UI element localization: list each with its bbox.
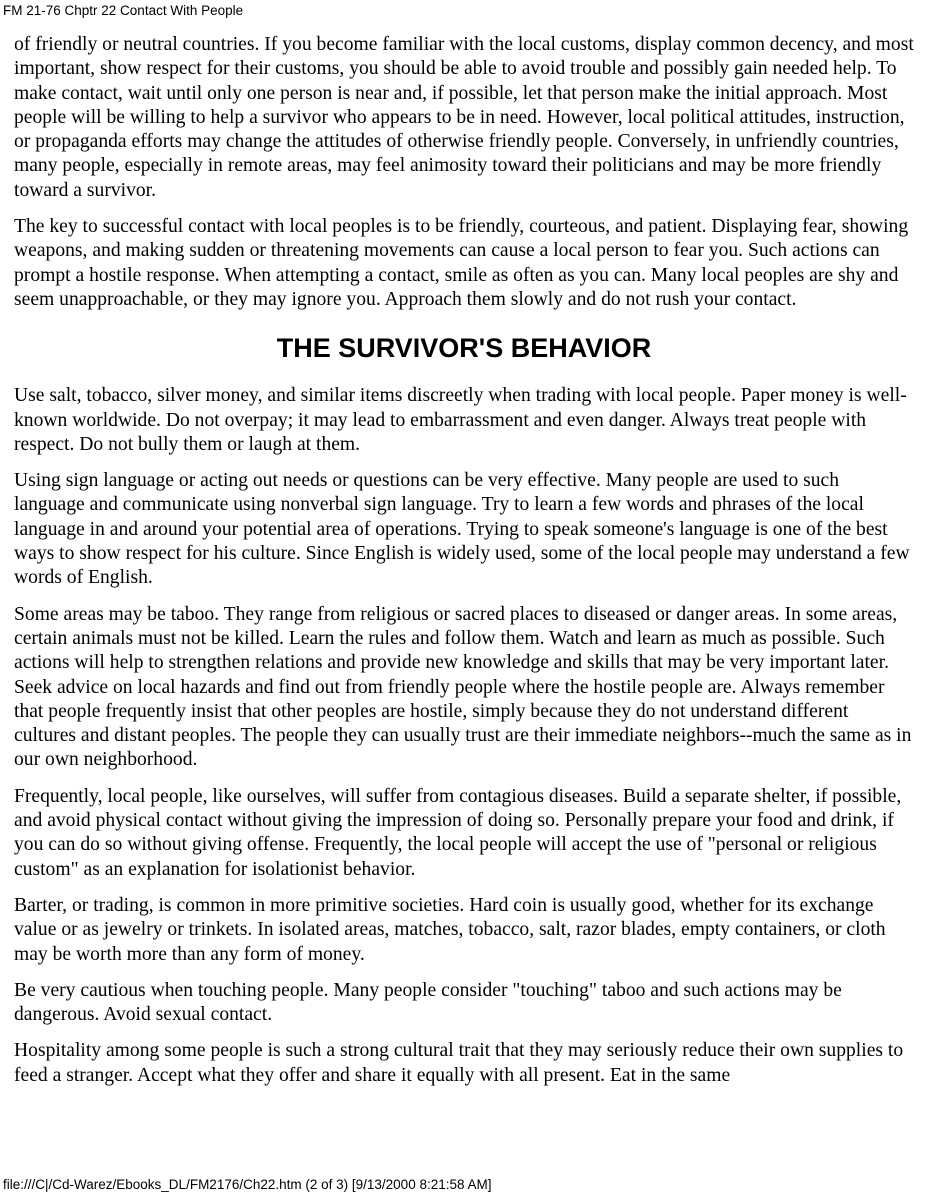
- section-heading: THE SURVIVOR'S BEHAVIOR: [276, 333, 652, 364]
- page-footer: file:///C|/Cd-Warez/Ebooks_DL/FM2176/Ch22.htm (2 of 3) [9/13/2000 8:21:58 AM]: [3, 1177, 492, 1192]
- paragraph-hospitality: Hospitality among some people is such a strong cultural trait that they may seriously reduce their own supplies to feed a stranger. Accept what they offer and share it equally with all present. Eat in the same: [14, 1040, 904, 1086]
- paragraph-trading-items: Use salt, tobacco, silver money, and similar items discreetly when trading with local people. Paper money is well-known worldwide. Do not overpay; it may lead to embarrassment and even danger. Always treat people with respect. Do not bully them or laugh at them.: [14, 385, 907, 455]
- paragraph-touching: Be very cautious when touching people. Many people consider "touching" taboo and such actions may be dangerous. Avoid sexual contact.: [14, 979, 842, 1026]
- paragraph-sign-language: Using sign language or acting out needs or questions can be very effective. Many people are used to such language and communicate using nonverbal sign language. Try to learn a few words and phrases of the local language in and around your potential area of operations. Trying to speak someone's language is one of the best ways to show respect for his culture. Since English is widely used, some of the local people may understand a few words of English.: [14, 470, 910, 589]
- paragraph-barter: Barter, or trading, is common in more primitive societies. Hard coin is usually good, whether for its exchange value or as jewelry or trinkets. In isolated areas, matches, tobacco, salt, razor blades, empty containers, or cloth may be worth more than any form of money.: [14, 894, 886, 965]
- document-body: [14, 33, 914, 1100]
- paragraph-friendly-countries: of friendly or neutral countries. If you become familiar with the local customs, display common decency, and most important, show respect for their customs, you should be able to avoid trouble and possibly gain needed help. To make contact, wait until only one person is near and, if possible, let that person make the initial approach. Most people will be willing to help a survivor who appears to be in need. However, local political attitudes, instruction, or propaganda efforts may change the attitudes of otherwise friendly people. Conversely, in unfriendly countries, many people, especially in remote areas, may feel animosity toward their politicians and may be more friendly toward a survivor.: [14, 34, 914, 201]
- paragraph-contagious-diseases: Frequently, local people, like ourselves, will suffer from contagious diseases. Build a separate shelter, if possible, and avoid physical contact without giving the impression of doing so. Personally prepare your food and drink, if you can do so without giving offense. Frequently, the local people will accept the use of "personal or religious custom" as an explanation for isolationist behavior.: [14, 785, 902, 880]
- paragraph-taboo-areas: Some areas may be taboo. They range from religious or sacred places to diseased or danger areas. In some areas, certain animals must not be killed. Learn the rules and follow them. Watch and learn as much as possible. Such actions will help to strengthen relations and provide new knowledge and skills that may be very important later. Seek advice on local hazards and find out from friendly people where the hostile people are. Always remember that people frequently insist that other peoples are hostile, simply because they do not understand different cultures and distant peoples. The people they can usually trust are their immediate neighbors--much the same as in our own neighborhood.: [14, 603, 912, 771]
- page-header: FM 21-76 Chptr 22 Contact With People: [3, 3, 244, 18]
- paragraph-key-to-contact: The key to successful contact with local peoples is to be friendly, courteous, and patient. Displaying fear, showing weapons, and making sudden or threatening movements can cause a local person to fear you. Such actions can prompt a hostile response. When attempting a contact, smile as often as you can. Many local peoples are shy and seem unapproachable, or they may ignore you. Approach them slowly and do not rush your contact.: [14, 216, 909, 310]
